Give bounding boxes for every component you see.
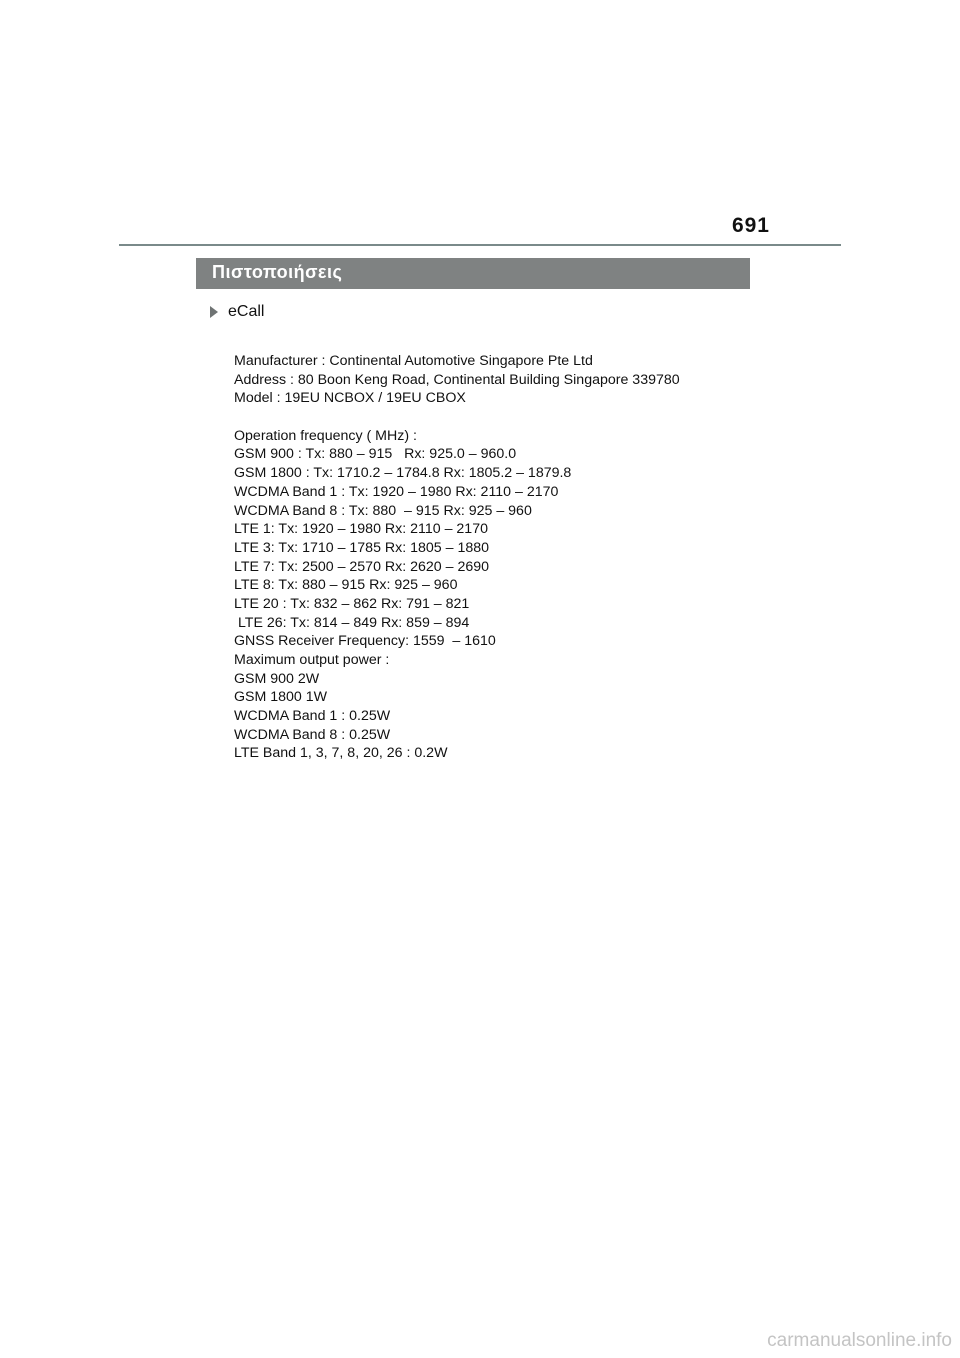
spec-line: LTE 7: Tx: 2500 – 2570 Rx: 2620 – 2690 — [234, 558, 490, 575]
spec-line: LTE 8: Tx: 880 – 915 Rx: 925 – 960 — [234, 577, 458, 594]
spec-line-model: Model : 19EU NCBOX / 19EU CBOX — [234, 390, 466, 407]
triangle-bullet-icon — [210, 306, 218, 318]
spec-line: LTE Band 1, 3, 7, 8, 20, 26 : 0.2W — [234, 745, 448, 762]
spec-line: LTE 26: Tx: 814 – 849 Rx: 859 – 894 — [234, 614, 470, 631]
page-number: 691 — [731, 214, 770, 237]
header-divider — [119, 244, 841, 246]
spec-line: GSM 900 : Tx: 880 – 915 Rx: 925.0 – 960.0 — [234, 446, 517, 463]
footer-watermark: carmanualsonline.info — [767, 1330, 952, 1351]
ecall-specification-block — [234, 352, 754, 763]
spec-line: GSM 1800 : Tx: 1710.2 – 1784.8 Rx: 1805.2 – 1879.8 — [234, 465, 572, 482]
spec-line: LTE 3: Tx: 1710 – 1785 Rx: 1805 – 1880 — [234, 539, 490, 556]
spec-gap — [234, 408, 754, 427]
subsection-label: eCall — [228, 303, 265, 320]
spec-line: WCDMA Band 8 : Tx: 880 – 915 Rx: 925 – 960 — [234, 502, 532, 519]
spec-line: LTE 20 : Tx: 832 – 862 Rx: 791 – 821 — [234, 595, 470, 612]
spec-line: GSM 1800 1W — [234, 689, 328, 706]
spec-line: GNSS Receiver Frequency: 1559 – 1610 — [234, 633, 496, 650]
spec-line: GSM 900 2W — [234, 670, 320, 687]
spec-line: Maximum output power : — [234, 652, 390, 668]
spec-line: WCDMA Band 1 : 0.25W — [234, 708, 391, 725]
section-title: Πιστοποιήσεις — [212, 262, 343, 282]
spec-line-manufacturer: Manufacturer : Continental Automotive Singapore Pte Ltd — [234, 353, 593, 369]
spec-line: LTE 1: Tx: 1920 – 1980 Rx: 2110 – 2170 — [234, 521, 488, 538]
spec-line: WCDMA Band 8 : 0.25W — [234, 726, 391, 743]
subsection-heading — [210, 303, 264, 321]
spec-line: WCDMA Band 1 : Tx: 1920 – 1980 Rx: 2110 – 2170 — [234, 483, 559, 500]
spec-line-address: Address : 80 Boon Keng Road, Continental Building Singapore 339780 — [234, 371, 680, 388]
spec-line: Operation frequency ( MHz) : — [234, 427, 417, 444]
section-header-bar — [196, 258, 750, 289]
